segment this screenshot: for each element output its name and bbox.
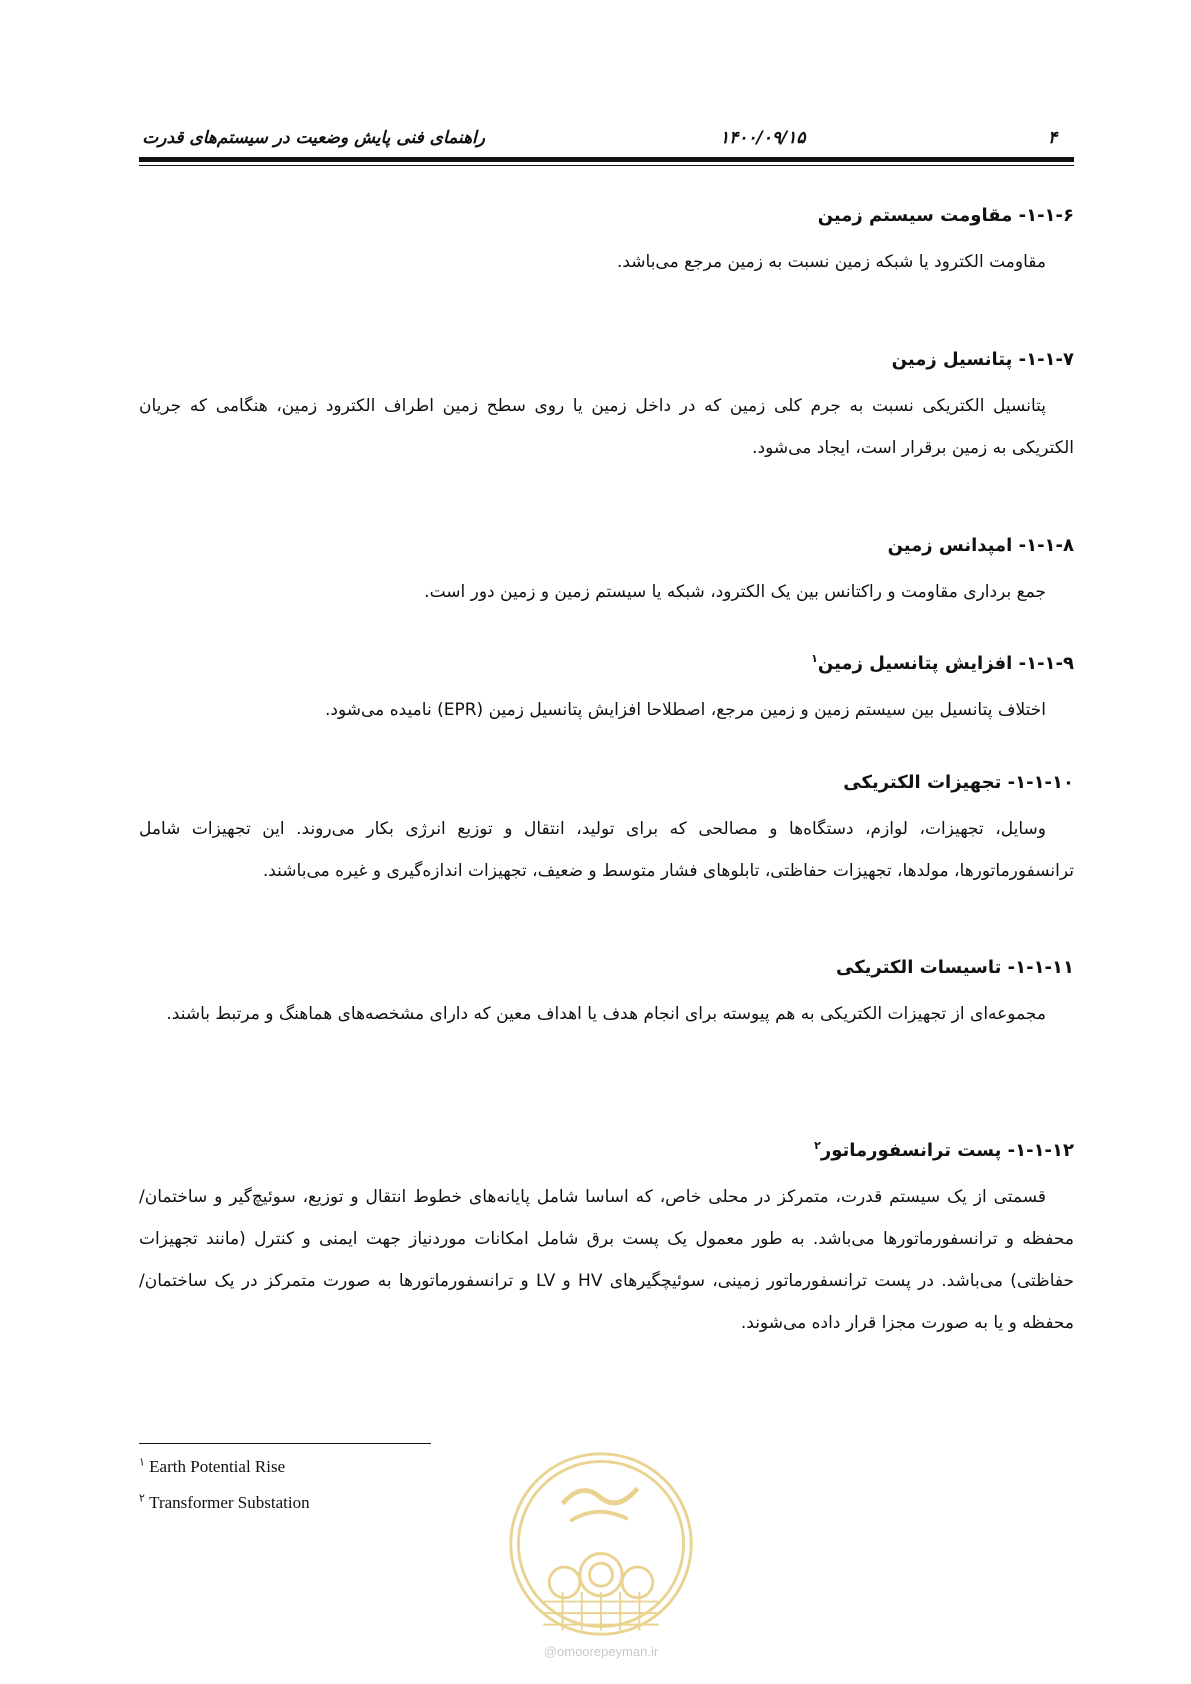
section-electrical-equipment bbox=[139, 770, 1074, 892]
section-paragraph bbox=[139, 571, 1074, 613]
section-heading: ۱-۱-۶- مقاومت سیستم زمین bbox=[817, 205, 1074, 226]
section-ground-impedance bbox=[139, 533, 1074, 613]
section-paragraph bbox=[139, 808, 1074, 892]
footnote-1 bbox=[139, 1457, 285, 1477]
footnote-number: ۲ bbox=[139, 1492, 145, 1505]
header-date: ۱۴۰۰/۰۹/۱۵ bbox=[720, 128, 806, 148]
footnote-text: Transformer Substation bbox=[149, 1493, 310, 1512]
paragraph-text: مقاومت الکترود یا شبکه زمین نسبت به زمین مرجع می‌باشد. bbox=[616, 252, 1046, 272]
section-electrical-installations bbox=[139, 955, 1074, 1035]
section-heading: ۱-۱-۱۰- تجهیزات الکتریکی bbox=[843, 772, 1074, 793]
section-heading: ۱-۱-۱۱- تاسیسات الکتریکی bbox=[835, 957, 1074, 978]
footnote-2 bbox=[139, 1493, 310, 1513]
heading-text: ۱-۱-۱۲- پست ترانسفورماتور bbox=[820, 1140, 1074, 1161]
page-number: ۴ bbox=[1048, 128, 1058, 148]
paragraph-text: پتانسیل الکتریکی نسبت به جرم کلی زمین که در داخل زمین یا روی سطح زمین اطراف الکترود زمین، هنگامی که جریان الکتریکی به زمین برقرار است، ایجاد می‌شود. bbox=[139, 396, 1074, 458]
header-rule-thick bbox=[139, 157, 1074, 162]
section-paragraph bbox=[139, 385, 1074, 469]
footnote-ref: ۲ bbox=[814, 1139, 821, 1152]
footnote-text: Earth Potential Rise bbox=[149, 1457, 286, 1476]
section-paragraph bbox=[139, 1176, 1074, 1344]
section-heading: ۱-۱-۷- پتانسیل زمین bbox=[891, 349, 1074, 370]
paragraph-text: مجموعه‌ای از تجهیزات الکتریکی به هم پیوسته برای انجام هدف یا اهداف معین که دارای مشخصه‌های هماهنگ و مرتبط باشند. bbox=[166, 1004, 1046, 1024]
section-paragraph bbox=[139, 241, 1074, 283]
section-heading: ۱-۱-۸- امپدانس زمین bbox=[887, 535, 1074, 556]
section-ground-potential bbox=[139, 347, 1074, 469]
watermark-url: @omoorepeyman.ir bbox=[543, 1644, 659, 1659]
section-ground-system-resistance bbox=[139, 203, 1074, 283]
section-transformer-substation bbox=[139, 1138, 1074, 1344]
section-paragraph bbox=[139, 993, 1074, 1035]
footnote-separator bbox=[139, 1443, 431, 1444]
paragraph-text: جمع برداری مقاومت و راکتانس بین یک الکترود، شبکه یا سیستم زمین و زمین دور است. bbox=[424, 582, 1046, 602]
paragraph-text: وسایل، تجهیزات، لوازم، دستگاه‌ها و مصالحی که برای تولید، انتقال و توزیع انرژی بکار می‌روند. این تجهیزات شامل ترانسفورماتورها، مولدها، تجهیزات حفاظتی، تابلوهای فشار متوسط و ضعیف، تجهیزات اندازه‌گیری و غیره می‌باشند. bbox=[139, 819, 1074, 881]
heading-text: ۱-۱-۹- افزایش پتانسیل زمین bbox=[817, 653, 1074, 674]
footnote-number: ۱ bbox=[139, 1456, 145, 1469]
running-title: راهنمای فنی پایش وضعیت در سیستم‌های قدرت bbox=[142, 128, 485, 148]
header-rule-thin bbox=[139, 165, 1074, 166]
section-earth-potential-rise bbox=[139, 651, 1074, 731]
section-heading bbox=[139, 651, 1074, 677]
paragraph-text: قسمتی از یک سیستم قدرت، متمرکز در محلی خاص، که اساسا شامل پایانه‌های خطوط انتقال و توزیع، سوئیچ‌گیر و ساختمان/محفظه و ترانسفورماتورها می‌باشد. به طور معمول یک پست برق شامل امکانات موردنیاز جهت ایمنی و کنترل (مانند تجهیزات حفاظتی) می‌باشد. در پست ترانسفورماتور زمینی، سوئیچگیرهای HV و LV و ترانسفورماتورها به صورت متمرکز در یک ساختمان/ محفظه و یا به صورت مجزا قرار داده می‌شوند. bbox=[139, 1187, 1074, 1333]
footnote-ref: ۱ bbox=[811, 652, 818, 665]
section-paragraph bbox=[139, 689, 1074, 731]
watermark-seal-icon bbox=[505, 1448, 697, 1640]
section-heading bbox=[139, 1138, 1074, 1164]
paragraph-text: اختلاف پتانسیل بین سیستم زمین و زمین مرجع، اصطلاحا افزایش پتانسیل زمین (EPR) نامیده می‌شود. bbox=[325, 700, 1046, 720]
